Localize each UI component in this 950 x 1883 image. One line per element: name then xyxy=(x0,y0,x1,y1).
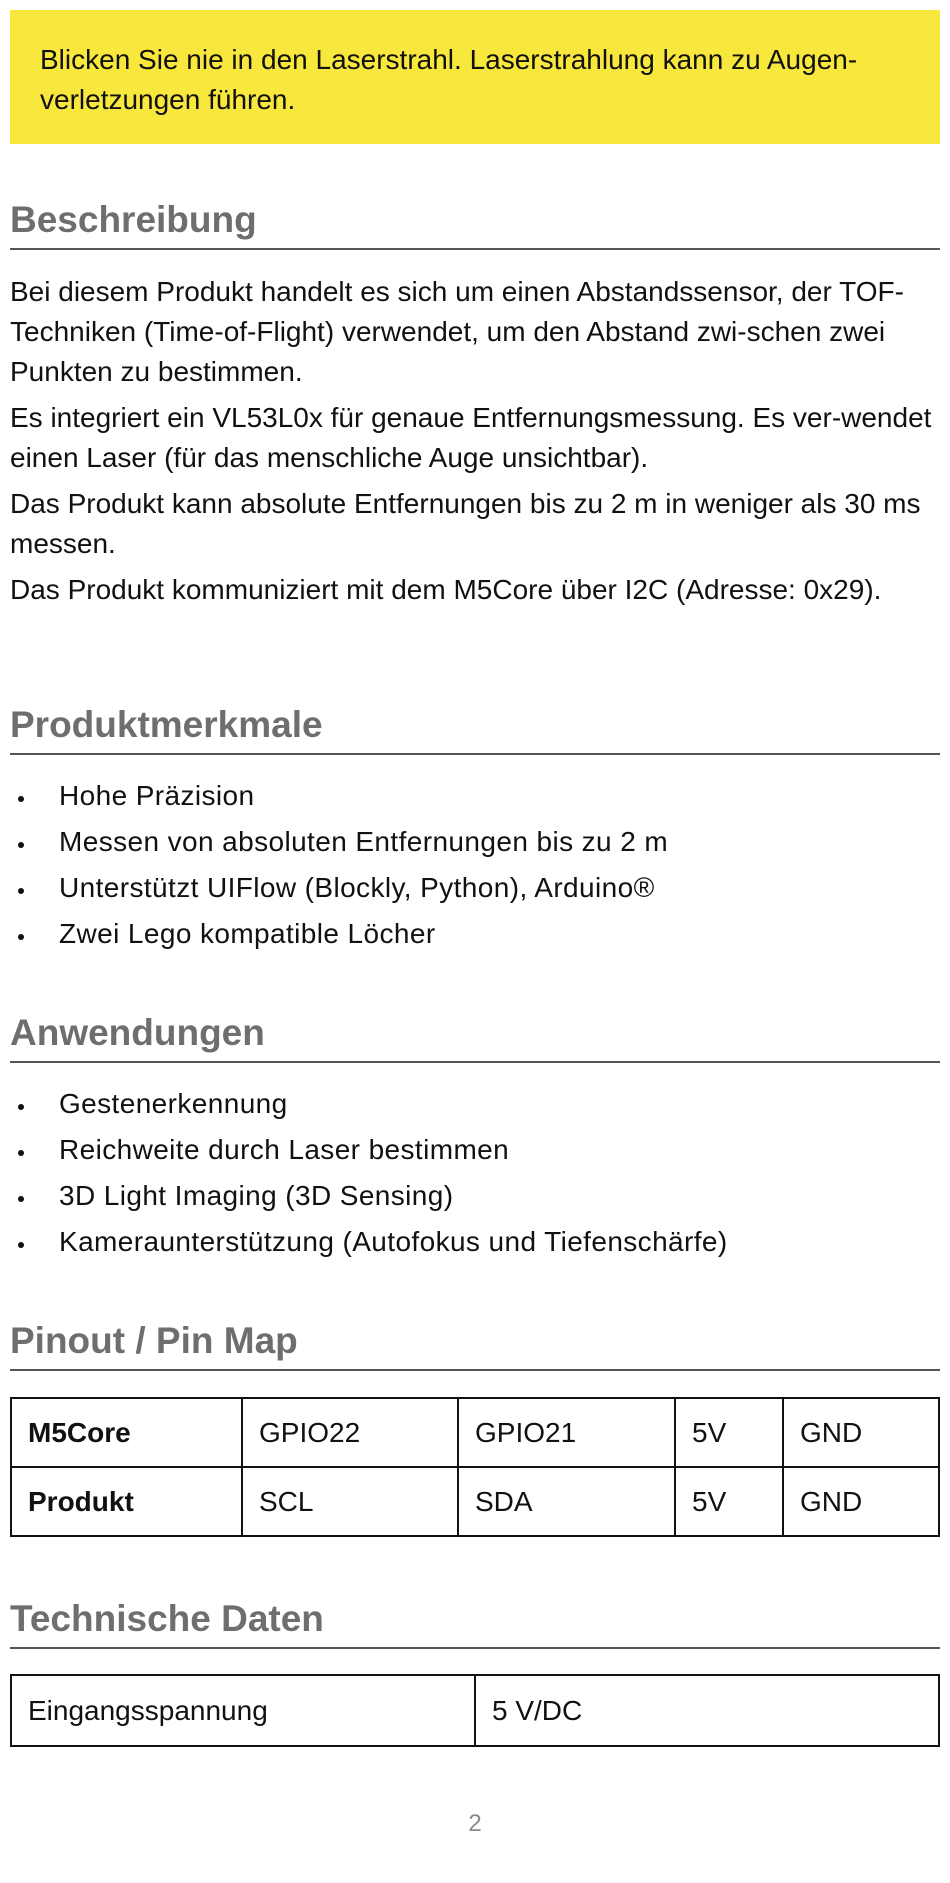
specs-heading: Technische Daten xyxy=(10,1597,940,1649)
bullet-icon xyxy=(18,934,24,940)
table-row xyxy=(11,1398,939,1467)
list-item: 3D Light Imaging (3D Sensing) xyxy=(10,1173,940,1219)
list-item: Hohe Präzision xyxy=(10,773,940,819)
table-cell: 5V xyxy=(675,1398,783,1467)
description-paragraph: Bei diesem Produkt handelt es sich um einen Abstandssensor, der TOF-Techniken (Time-of-Flight) verwendet, um den Abstand zwi-schen zwei Punkten zu bestimmen. xyxy=(10,276,904,387)
description-heading: Beschreibung xyxy=(10,198,940,250)
pinout-table xyxy=(10,1397,940,1537)
specs-table xyxy=(10,1674,940,1747)
features-heading: Produktmerkmale xyxy=(10,703,940,755)
pinout-section xyxy=(10,1319,940,1537)
table-cell: Eingangsspannung xyxy=(11,1675,475,1746)
bullet-icon xyxy=(18,1242,24,1248)
list-item: Reichweite durch Laser bestimmen xyxy=(10,1127,940,1173)
applications-section xyxy=(10,1011,940,1265)
description-paragraph: Das Produkt kann absolute Entfernungen bis zu 2 m in weniger als 30 ms messen. xyxy=(10,488,921,559)
applications-heading: Anwendungen xyxy=(10,1011,940,1063)
list-item: Gestenerkennung xyxy=(10,1081,940,1127)
table-cell: GPIO21 xyxy=(458,1398,675,1467)
table-row xyxy=(11,1675,939,1746)
bullet-icon xyxy=(18,1196,24,1202)
table-cell: GND xyxy=(783,1398,939,1467)
features-list xyxy=(10,755,940,957)
laser-warning-box: Blicken Sie nie in den Laserstrahl. Laserstrahlung kann zu Augen-verletzungen führen. xyxy=(10,10,940,144)
table-row xyxy=(11,1467,939,1536)
table-cell: GND xyxy=(783,1467,939,1536)
description-section xyxy=(10,198,940,610)
table-cell: SCL xyxy=(242,1467,458,1536)
table-cell: M5Core xyxy=(11,1398,242,1467)
bullet-icon xyxy=(18,1104,24,1110)
list-item: Zwei Lego kompatible Löcher xyxy=(10,911,940,957)
table-cell: SDA xyxy=(458,1467,675,1536)
bullet-icon xyxy=(18,888,24,894)
list-item: Messen von absoluten Entfernungen bis zu 2 m xyxy=(10,819,940,865)
table-cell: 5V xyxy=(675,1467,783,1536)
bullet-icon xyxy=(18,842,24,848)
table-cell: GPIO22 xyxy=(242,1398,458,1467)
specs-section xyxy=(10,1597,940,1747)
list-item: Kameraunterstützung (Autofokus und Tiefenschärfe) xyxy=(10,1219,940,1265)
bullet-icon xyxy=(18,796,24,802)
description-paragraph: Das Produkt kommuniziert mit dem M5Core über I2C (Adresse: 0x29). xyxy=(10,574,882,605)
features-section xyxy=(10,703,940,957)
table-cell: Produkt xyxy=(11,1467,242,1536)
list-item: Unterstützt UIFlow (Blockly, Python), Arduino® xyxy=(10,865,940,911)
description-paragraph: Es integriert ein VL53L0x für genaue Entfernungsmessung. Es ver-wendet einen Laser (für das menschliche Auge unsichtbar). xyxy=(10,402,932,473)
bullet-icon xyxy=(18,1150,24,1156)
pinout-heading: Pinout / Pin Map xyxy=(10,1319,940,1371)
table-cell: 5 V/DC xyxy=(475,1675,939,1746)
page-number: 2 xyxy=(468,1810,482,1837)
applications-list xyxy=(10,1063,940,1265)
